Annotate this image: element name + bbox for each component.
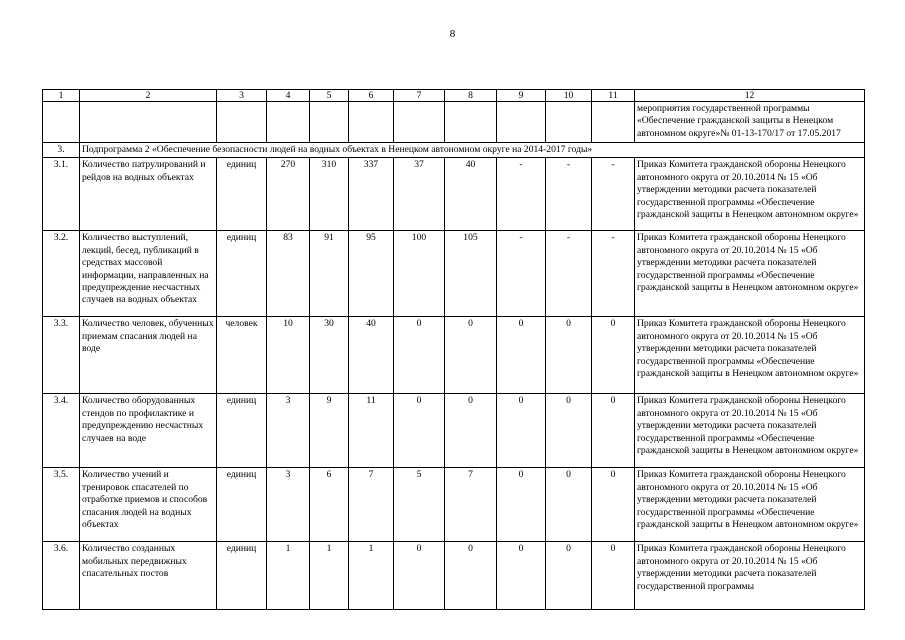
unit-cell: единиц	[217, 231, 267, 317]
source-document: Приказ Комитета гражданской обороны Ненецкого автономного округа от 20.10.2014 № 15 «Об утверждении методики расчета показателей государственной программы «Обеспечение гражданской защиты в Ненецком автономном округе»	[635, 317, 865, 394]
row-number: 3.4.	[43, 394, 80, 468]
value-cell: 0	[592, 317, 635, 394]
value-cell: 6	[310, 468, 349, 542]
value-cell: 0	[546, 468, 592, 542]
value-cell: 1	[349, 542, 394, 610]
section-title: Подпрограмма 2 «Обеспечение безопасности людей на водных объектах в Ненецком автономном округе на 2014-2017 годы»	[80, 143, 865, 158]
value-cell: 40	[445, 158, 497, 231]
value-cell: 1	[267, 542, 310, 610]
value-cell: 0	[445, 542, 497, 610]
value-cell: -	[592, 158, 635, 231]
unit-cell: человек	[217, 317, 267, 394]
indicators-table	[42, 89, 865, 610]
unit-cell: единиц	[217, 158, 267, 231]
source-document: Приказ Комитета гражданской обороны Ненецкого автономного округа от 20.10.2014 № 15 «Об утверждении методики расчета показателей государственной программы «Обеспечение гражданской защиты в Ненецком автономном округе»	[635, 468, 865, 542]
value-cell: -	[497, 231, 546, 317]
table-row	[43, 468, 865, 542]
column-header: 5	[310, 90, 349, 102]
value-cell: 337	[349, 158, 394, 231]
value-cell: 3	[267, 394, 310, 468]
source-document: Приказ Комитета гражданской обороны Ненецкого автономного округа от 20.10.2014 № 15 «Об утверждении методики расчета показателей государственной программы «Обеспечение гражданской защиты в Ненецком автономном округе»	[635, 394, 865, 468]
indicator-name: Количество человек, обученных приемам спасания людей на воде	[80, 317, 217, 394]
value-cell: 0	[394, 394, 445, 468]
value-cell: 9	[310, 394, 349, 468]
value-cell: 0	[394, 542, 445, 610]
value-cell: 105	[445, 231, 497, 317]
value-cell: 40	[349, 317, 394, 394]
source-document: Приказ Комитета гражданской обороны Ненецкого автономного округа от 20.10.2014 № 15 «Об утверждении методики расчета показателей государственной программы	[635, 542, 865, 610]
unit-cell: единиц	[217, 542, 267, 610]
continuation-text: мероприятия государственной программы «Обеспечение гражданской защиты в Ненецком автономном округе»№ 01-13-170/17 от 17.05.2017	[635, 102, 865, 143]
source-document: Приказ Комитета гражданской обороны Ненецкого автономного округа от 20.10.2014 № 15 «Об утверждении методики расчета показателей государственной программы «Обеспечение гражданской защиты в Ненецком автономном округе»	[635, 231, 865, 317]
value-cell: 7	[445, 468, 497, 542]
column-header: 12	[635, 90, 865, 102]
row-number: 3.5.	[43, 468, 80, 542]
value-cell: 0	[394, 317, 445, 394]
value-cell: 0	[546, 542, 592, 610]
table-row	[43, 231, 865, 317]
value-cell: 5	[394, 468, 445, 542]
row-number: 3.2.	[43, 231, 80, 317]
value-cell: 0	[445, 394, 497, 468]
value-cell: 0	[497, 394, 546, 468]
value-cell: 91	[310, 231, 349, 317]
column-header: 2	[80, 90, 217, 102]
unit-cell: единиц	[217, 468, 267, 542]
value-cell: 1	[310, 542, 349, 610]
value-cell: -	[592, 231, 635, 317]
value-cell: 0	[497, 468, 546, 542]
value-cell: 10	[267, 317, 310, 394]
column-header: 7	[394, 90, 445, 102]
table-row	[43, 317, 865, 394]
section-row	[43, 143, 865, 158]
value-cell: -	[546, 231, 592, 317]
row-number: 3.6.	[43, 542, 80, 610]
value-cell: 11	[349, 394, 394, 468]
column-header: 10	[546, 90, 592, 102]
value-cell: 30	[310, 317, 349, 394]
value-cell: 0	[497, 542, 546, 610]
value-cell: 7	[349, 468, 394, 542]
value-cell: -	[497, 158, 546, 231]
continuation-row	[43, 102, 865, 143]
value-cell: 3	[267, 468, 310, 542]
column-header: 6	[349, 90, 394, 102]
value-cell: 310	[310, 158, 349, 231]
value-cell: 0	[445, 317, 497, 394]
value-cell: 0	[592, 394, 635, 468]
row-number: 3.3.	[43, 317, 80, 394]
table-row	[43, 542, 865, 610]
value-cell: 83	[267, 231, 310, 317]
value-cell: 0	[497, 317, 546, 394]
indicator-name: Количество оборудованных стендов по профилактике и предупреждению несчастных случаев на воде	[80, 394, 217, 468]
value-cell: 0	[592, 542, 635, 610]
value-cell: 270	[267, 158, 310, 231]
table-row	[43, 394, 865, 468]
column-header: 11	[592, 90, 635, 102]
column-header: 4	[267, 90, 310, 102]
value-cell: -	[546, 158, 592, 231]
value-cell: 100	[394, 231, 445, 317]
indicator-name: Количество выступлений, лекций, бесед, публикаций в средствах массовой информации, направленных на предупреждение несчастных случаев на водных объектах	[80, 231, 217, 317]
column-header-row	[43, 90, 865, 102]
source-document: Приказ Комитета гражданской обороны Ненецкого автономного округа от 20.10.2014 № 15 «Об утверждении методики расчета показателей государственной программы «Обеспечение гражданской защиты в Ненецком автономном округе»	[635, 158, 865, 231]
value-cell: 0	[592, 468, 635, 542]
value-cell: 0	[546, 394, 592, 468]
value-cell: 37	[394, 158, 445, 231]
indicator-name: Количество патрулирований и рейдов на водных объектах	[80, 158, 217, 231]
value-cell: 0	[546, 317, 592, 394]
indicator-name: Количество учений и тренировок спасателей по отработке приемов и способов спасания людей на водных объектах	[80, 468, 217, 542]
column-header: 3	[217, 90, 267, 102]
value-cell: 95	[349, 231, 394, 317]
unit-cell: единиц	[217, 394, 267, 468]
section-number: 3.	[43, 143, 80, 158]
row-number: 3.1.	[43, 158, 80, 231]
column-header: 1	[43, 90, 80, 102]
indicator-name: Количество созданных мобильных передвижных спасательных постов	[80, 542, 217, 610]
page-number: 8	[449, 28, 456, 40]
column-header: 9	[497, 90, 546, 102]
column-header: 8	[445, 90, 497, 102]
table-row	[43, 158, 865, 231]
